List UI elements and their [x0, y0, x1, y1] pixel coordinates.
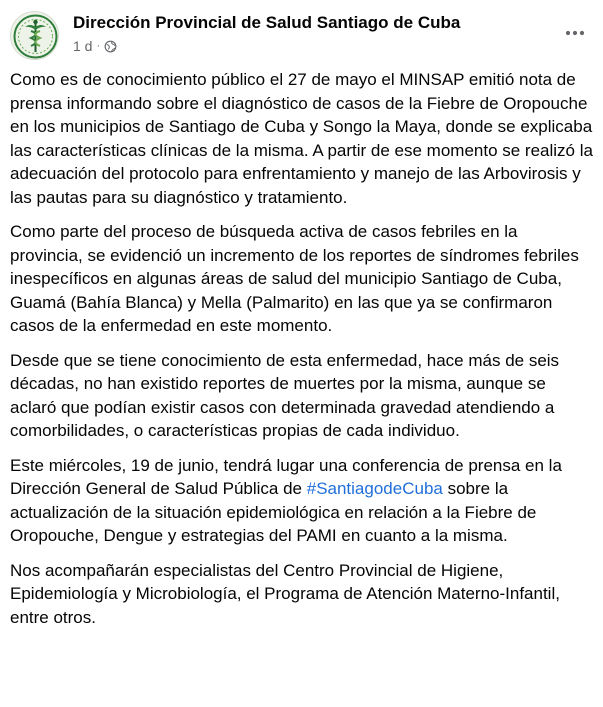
- post-timestamp[interactable]: 1 d: [73, 38, 93, 54]
- more-options-icon: [565, 30, 585, 36]
- hashtag-link[interactable]: #SantiagodeCuba: [306, 479, 443, 498]
- post-paragraph: Como parte del proceso de búsqueda activa de casos febriles en la provincia, se evidenció un incremento de los reportes de síndromes febriles inespecíficos en algunas áreas de salud del municipio Santiago de Cuba, Guamá (Bahía Blanca) y Mella (Palmarito) en las que ya se confirmaron casos de la enfermedad en este momento.: [10, 222, 579, 335]
- post-body: [10, 68, 593, 640]
- avatar[interactable]: [10, 11, 59, 60]
- post-paragraph: [10, 454, 593, 548]
- more-options-button[interactable]: [557, 15, 593, 51]
- author-name[interactable]: Dirección Provincial de Salud Santiago de Cuba: [73, 13, 461, 32]
- post-paragraph: Desde que se tiene conocimiento de esta enfermedad, hace más de seis décadas, no han existido reportes de muertes por la misma, aunque se aclaró que podían existir casos con determinada gravedad atendiendo a comorbilidades, o características propias de cada individuo.: [10, 350, 560, 440]
- caduceus-logo-icon: [11, 12, 59, 60]
- globe-icon[interactable]: [104, 40, 117, 53]
- post-meta: [73, 38, 117, 54]
- paragraph-text: Este miércoles, 19 de junio, tendrá lugar una conferencia de prensa en la Dirección General de Salud Pública de: [10, 455, 562, 498]
- paragraph-text: sobre la actualización de la situación epidemiológica en relación a la Fiebre de Oropouche, Dengue y estrategias del PAMI en cuanto a la misma.: [10, 479, 537, 545]
- post-paragraph: Como es de conocimiento público el 27 de mayo el MINSAP emitió nota de prensa informando sobre el diagnóstico de casos de la Fiebre de Oropouche en los municipios de Santiago de Cuba y Songo la Maya, donde se explicaba las características clínicas de la misma. A partir de ese momento se realizó la adecuación del protocolo para enfrentamiento y manejo de las Arbovirosis y las pautas para su diagnóstico y tratamiento.: [10, 70, 593, 207]
- post-paragraph: Nos acompañarán especialistas del Centro Provincial de Higiene, Epidemiología y Microbiología, el Programa de Atención Materno-Infantil, entre otros.: [10, 560, 560, 627]
- post-header: [10, 11, 593, 61]
- meta-separator: ·: [96, 39, 101, 52]
